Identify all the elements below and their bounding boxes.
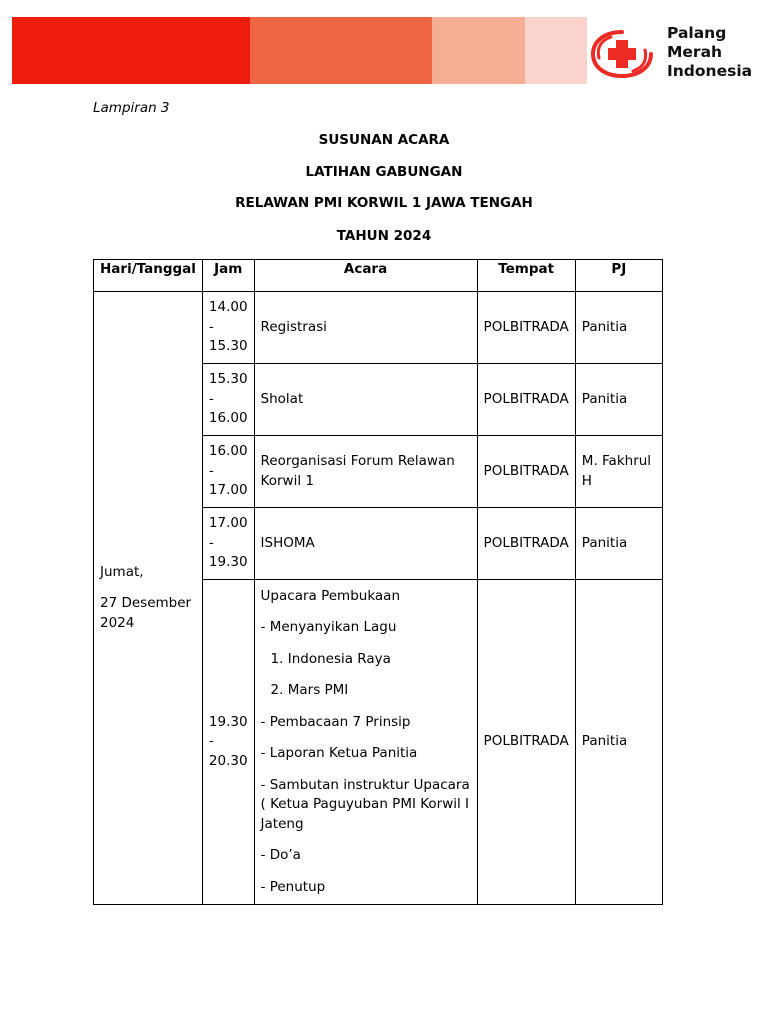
jam-end: 17.00: [208, 482, 248, 499]
table-row: [94, 292, 663, 364]
jam-cell: [202, 508, 254, 580]
acara-item: - Do’a: [260, 847, 301, 864]
header-tempat: Tempat: [477, 260, 575, 292]
logo-line-1: Palang: [667, 24, 727, 42]
jam-start: 15.30: [208, 371, 248, 388]
header-jam: Jam: [202, 260, 254, 292]
title-line-3: RELAWAN PMI KORWIL 1 JAWA TENGAH: [235, 195, 533, 211]
day-cell: [94, 292, 203, 905]
jam-separator: -: [208, 318, 214, 335]
jam-separator: -: [208, 462, 214, 479]
banner-block-salmon: [432, 17, 525, 84]
schedule-table: [93, 259, 663, 905]
title-line-1: SUSUNAN ACARA: [318, 132, 450, 148]
banner-block-pink: [525, 17, 587, 84]
banner-block-red: [12, 17, 250, 84]
jam-separator: -: [208, 534, 214, 551]
header-acara: Acara: [254, 260, 477, 292]
acara-cell: ISHOMA: [254, 508, 477, 580]
header-pj: PJ: [575, 260, 662, 292]
title-line-4: TAHUN 2024: [336, 228, 432, 244]
jam-separator: -: [208, 733, 214, 750]
pj-cell: Panitia: [575, 580, 662, 905]
tempat-cell: POLBITRADA: [477, 508, 575, 580]
jam-end: 15.30: [208, 338, 248, 355]
jam-end: 16.00: [208, 410, 248, 427]
acara-item: - Pembacaan 7 Prinsip: [260, 713, 411, 730]
logo-line-3: Indonesia: [667, 62, 753, 80]
acara-item: 1. Indonesia Raya: [270, 650, 391, 667]
pmi-logo: [589, 26, 759, 82]
jam-cell: [202, 580, 254, 905]
jam-start: 19.30: [208, 713, 248, 730]
pj-cell: Panitia: [575, 364, 662, 436]
red-cross-logo-icon: [589, 28, 655, 80]
acara-cell: Sholat: [254, 364, 477, 436]
jam-end: 20.30: [208, 752, 248, 769]
acara-item: - Laporan Ketua Panitia: [260, 745, 418, 762]
jam-cell: [202, 436, 254, 508]
tempat-cell: POLBITRADA: [477, 364, 575, 436]
acara-cell: Reorganisasi Forum Relawan Korwil 1: [254, 436, 477, 508]
day-date: 27 Desember 2024: [100, 595, 192, 631]
acara-item: Upacara Pembukaan: [260, 587, 401, 604]
jam-start: 17.00: [208, 515, 248, 532]
logo-line-2: Merah: [667, 43, 723, 61]
header-day: Hari/Tanggal: [94, 260, 203, 292]
acara-item: - Penutup: [260, 878, 326, 895]
acara-cell: Registrasi: [254, 292, 477, 364]
acara-item: - Sambutan instruktur Upacara ( Ketua Paguyuban PMI Korwil I Jateng: [260, 776, 470, 832]
banner-block-orange: [250, 17, 432, 84]
acara-cell: [254, 580, 477, 905]
tempat-cell: POLBITRADA: [477, 292, 575, 364]
pj-cell: Panitia: [575, 508, 662, 580]
day-name: Jumat,: [100, 563, 144, 580]
jam-cell: [202, 292, 254, 364]
jam-separator: -: [208, 390, 214, 407]
tempat-cell: POLBITRADA: [477, 436, 575, 508]
acara-item: - Menyanyikan Lagu: [260, 619, 397, 636]
acara-item: 2. Mars PMI: [270, 682, 349, 699]
pj-cell: Panitia: [575, 292, 662, 364]
title-line-2: LATIHAN GABUNGAN: [305, 164, 463, 180]
attachment-label: Lampiran 3: [93, 100, 170, 116]
table-header-row: [94, 260, 663, 292]
tempat-cell: POLBITRADA: [477, 580, 575, 905]
logo-wordmark: [667, 24, 752, 81]
jam-cell: [202, 364, 254, 436]
pj-cell: M. Fakhrul H: [575, 436, 662, 508]
jam-start: 16.00: [208, 443, 248, 460]
jam-start: 14.00: [208, 299, 248, 316]
jam-end: 19.30: [208, 554, 248, 571]
